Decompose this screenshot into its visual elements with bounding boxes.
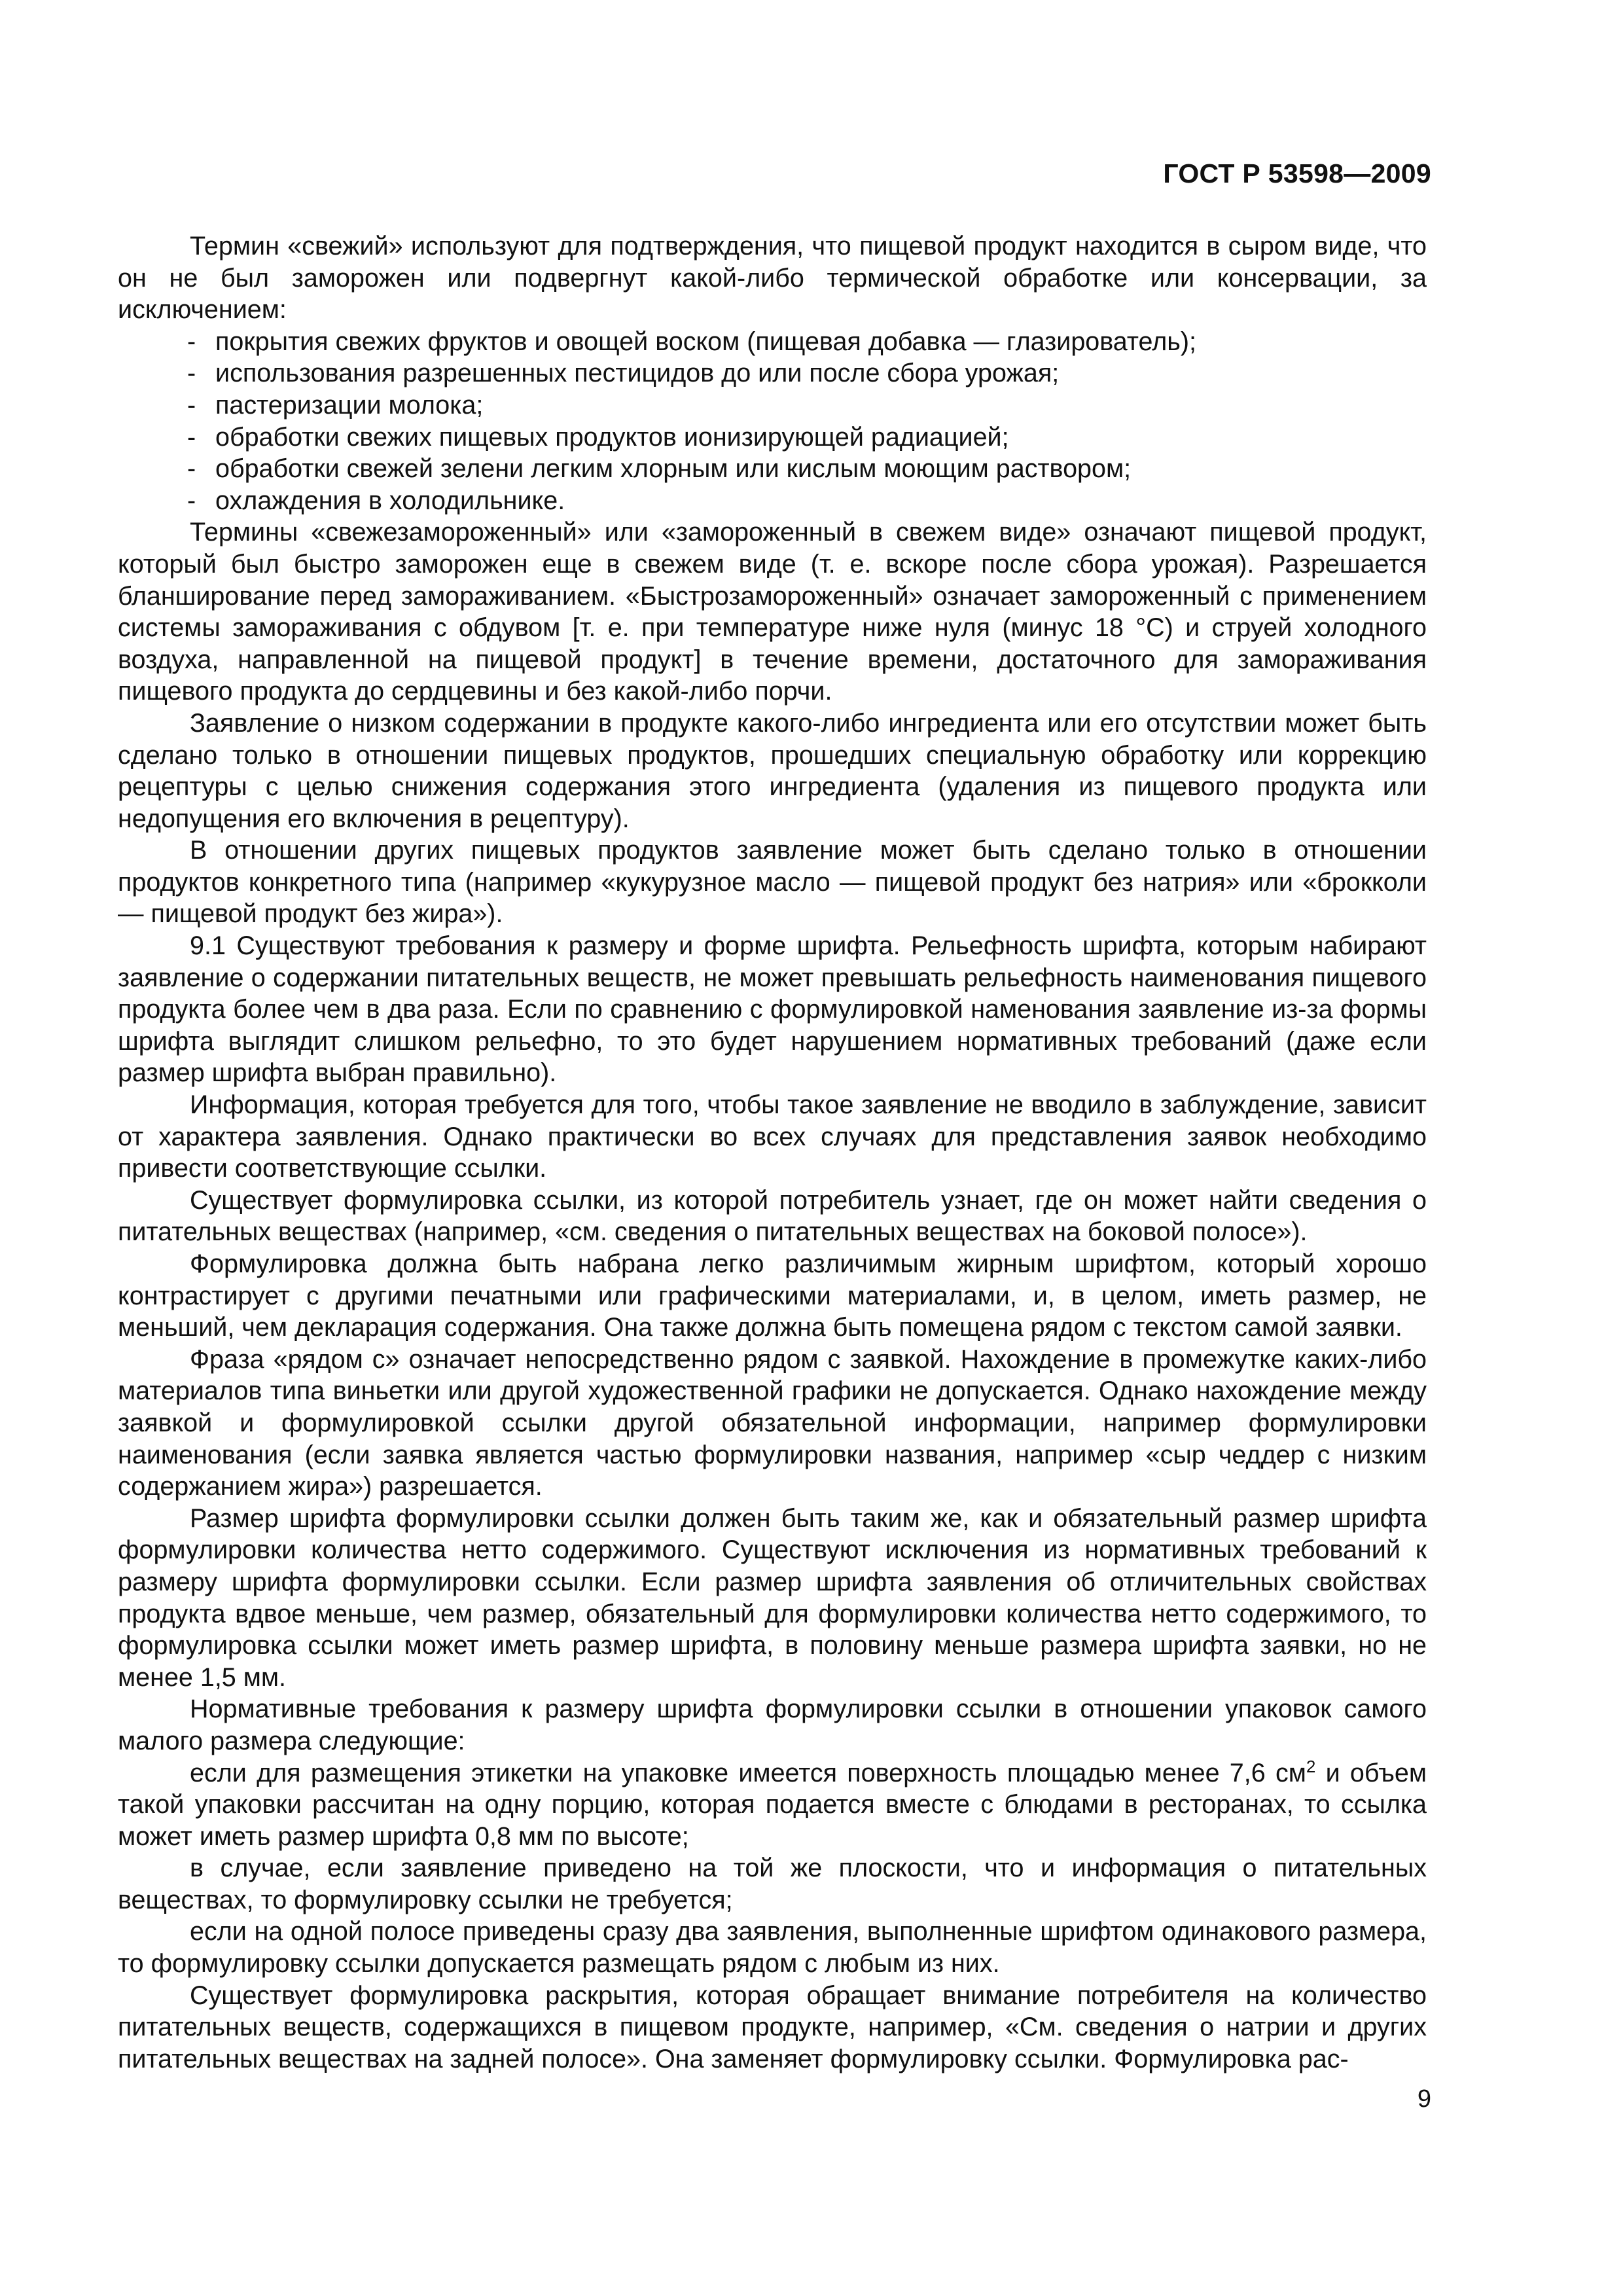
paragraph-disclosure: Существует формулировка раскрытия, которая обращает внимание потребителя на количество питательных веществ, содержащихся в пищевом продукте, например, «См. сведения о натрии и других питательных веществах на задней полосе». Она заменяет формулировку ссылки. Формулировка рас- [118, 1981, 1427, 2073]
list-item: - обработки свежих пищевых продуктов ионизирующей радиацией; [187, 422, 1009, 452]
superscript-2: 2 [1306, 1756, 1316, 1776]
paragraph-bold-font: Формулировка должна быть набрана легко различимым жирным шрифтом, который хорошо контрастирует с другими печатными или графическими материалами, и, в целом, иметь размер, не меньший, чем декларация содержания. Она также должна быть помещена рядом с текстом самой заявки. [118, 1249, 1427, 1342]
list-item-text: пастеризации молока; [215, 390, 484, 420]
paragraph-9-1: 9.1 Существуют требования к размеру и форме шрифта. Рельефность шрифта, которым набирают заявление о содержании питательных веществ, не может превышать рельефность наименования пищевого продукта более чем в два раза. Если по сравнению с формулировкой наменования заявление из-за формы шрифта выглядит слишком рельефно, то это будет нарушением нормативных требований (даже если размер шрифта выбран правильно). [118, 931, 1427, 1088]
list-item: - покрытия свежих фруктов и овощей воском (пищевая добавка — глазирователь); [187, 327, 1196, 356]
list-item: - охлаждения в холодильнике. [187, 486, 565, 515]
list-item-text: использования разрешенных пестицидов до или после сбора урожая; [215, 359, 1060, 388]
case-1-text-end: и объем такой упаковки рассчитан на одну порцию, которая подается вместе с блюдами в ресторанах, то ссылка может иметь размер шрифта 0,8 мм по высоте; [118, 1758, 1427, 1851]
list-item-text: покрытия свежих фруктов и овощей воском (пищевая добавка — глазирователь); [215, 327, 1196, 356]
page-number: 9 [1417, 2085, 1431, 2113]
list-item: - обработки свежей зелени легким хлорным или кислым моющим раствором; [187, 454, 1132, 484]
paragraph-information: Информация, которая требуется для того, чтобы такое заявление не вводило в заблуждение, зависит от характера заявления. Однако практически во всех случаях для представления заявок необходимо привести соответствующие ссылки. [118, 1090, 1427, 1183]
paragraph-case-2: в случае, если заявление приведено на той же плоскости, что и информация о питательных веществах, то формулировку ссылки не требуется; [118, 1854, 1427, 1914]
list-item-text: обработки свежих пищевых продуктов ионизирующей радиацией; [215, 422, 1009, 452]
paragraph-frozen: Термины «свежезамороженный» или «замороженный в свежем виде» означают пищевой продукт, который был быстро заморожен еще в свежем виде (т. е. вскоре после сбора урожая). Разрешается бланширование перед замораживанием. «Быстрозамороженный» означает замороженный с применением системы замораживания с обдувом [т. е. при температуре ниже нуля (минус 18 °С) и струей холодного воздуха, направленной на пищевой продукт] в течение времени, достаточного для замораживания пищевого продукта до сердцевины и без какой-либо порчи. [118, 518, 1427, 706]
paragraph-fresh: Термин «свежий» используют для подтверждения, что пищевой продукт находится в сыром виде, что он не был заморожен или подвергнут какой-либо термической обработке или консервации, за исключением: [118, 232, 1427, 325]
paragraph-low-content: Заявление о низком содержании в продукте какого-либо ингредиента или его отсутствии может быть сделано только в отношении пищевых продуктов, прошедших специальную обработку или коррекцию рецептуры с целью снижения содержания этого ингредиента (удаления из пищевого продукта или недопущения его включения в рецептуру). [118, 708, 1427, 833]
paragraph-small-packages: Нормативные требования к размеру шрифта формулировки ссылки в отношении упаковок самого малого размера следующие: [118, 1695, 1427, 1755]
exceptions-list [118, 326, 1427, 517]
paragraph-case-3: если на одной полосе приведены сразу два заявления, выполненные шрифтом одинакового размера, то формулировку ссылки допускается размещать рядом с любым из них. [118, 1917, 1427, 1979]
paragraph-case-1 [118, 1757, 1427, 1853]
paragraph-font-size: Размер шрифта формулировки ссылки должен быть таким же, как и обязательный размер шрифта формулировки количества нетто содержимого. Существуют исключения из нормативных требований к размеру шрифта формулировки ссылки. Если размер шрифта заявления об отличительных свойствах продукта вдвое меньше, чем размер, обязательный для формулировки количества нетто содержимого, то формулировка ссылки может иметь размер шрифта, в половину меньше размера шрифта заявки, но не менее 1,5 мм. [118, 1503, 1427, 1692]
list-item-text: охлаждения в холодильнике. [215, 486, 565, 515]
case-1-text-start: если для размещения этикетки на упаковке имеется поверхность площадью менее 7,6 см [190, 1758, 1306, 1787]
list-item: - пастеризации молока; [187, 390, 484, 420]
list-item: - использования разрешенных пестицидов до или после сбора урожая; [187, 359, 1060, 388]
body-text [118, 230, 1427, 2075]
standard-id: ГОСТ Р 53598—2009 [1163, 158, 1431, 188]
paragraph-other-products: В отношении других пищевых продуктов заявление может быть сделано только в отношении продуктов конкретного типа (например «кукурузное масло — пищевой продукт без натрия» или «брокколи — пищевой продукт без жира»). [118, 836, 1427, 929]
list-item-text: обработки свежей зелени легким хлорным или кислым моющим раствором; [215, 454, 1132, 484]
paragraph-next-to: Фраза «рядом с» означает непосредственно рядом с заявкой. Нахождение в промежутке каких-либо материалов типа виньетки или другой художественной графики не допускается. Однако нахождение между заявкой и формулировкой ссылки другой обязательной информации, например формулировки наименования (если заявка является частью формулировки названия, например «сыр чеддер с низким содержанием жира») разрешается. [118, 1344, 1427, 1501]
paragraph-reference: Существует формулировка ссылки, из которой потребитель узнает, где он может найти сведения о питательных веществах (например, «см. сведения о питательных веществах на боковой полосе»). [118, 1185, 1427, 1247]
